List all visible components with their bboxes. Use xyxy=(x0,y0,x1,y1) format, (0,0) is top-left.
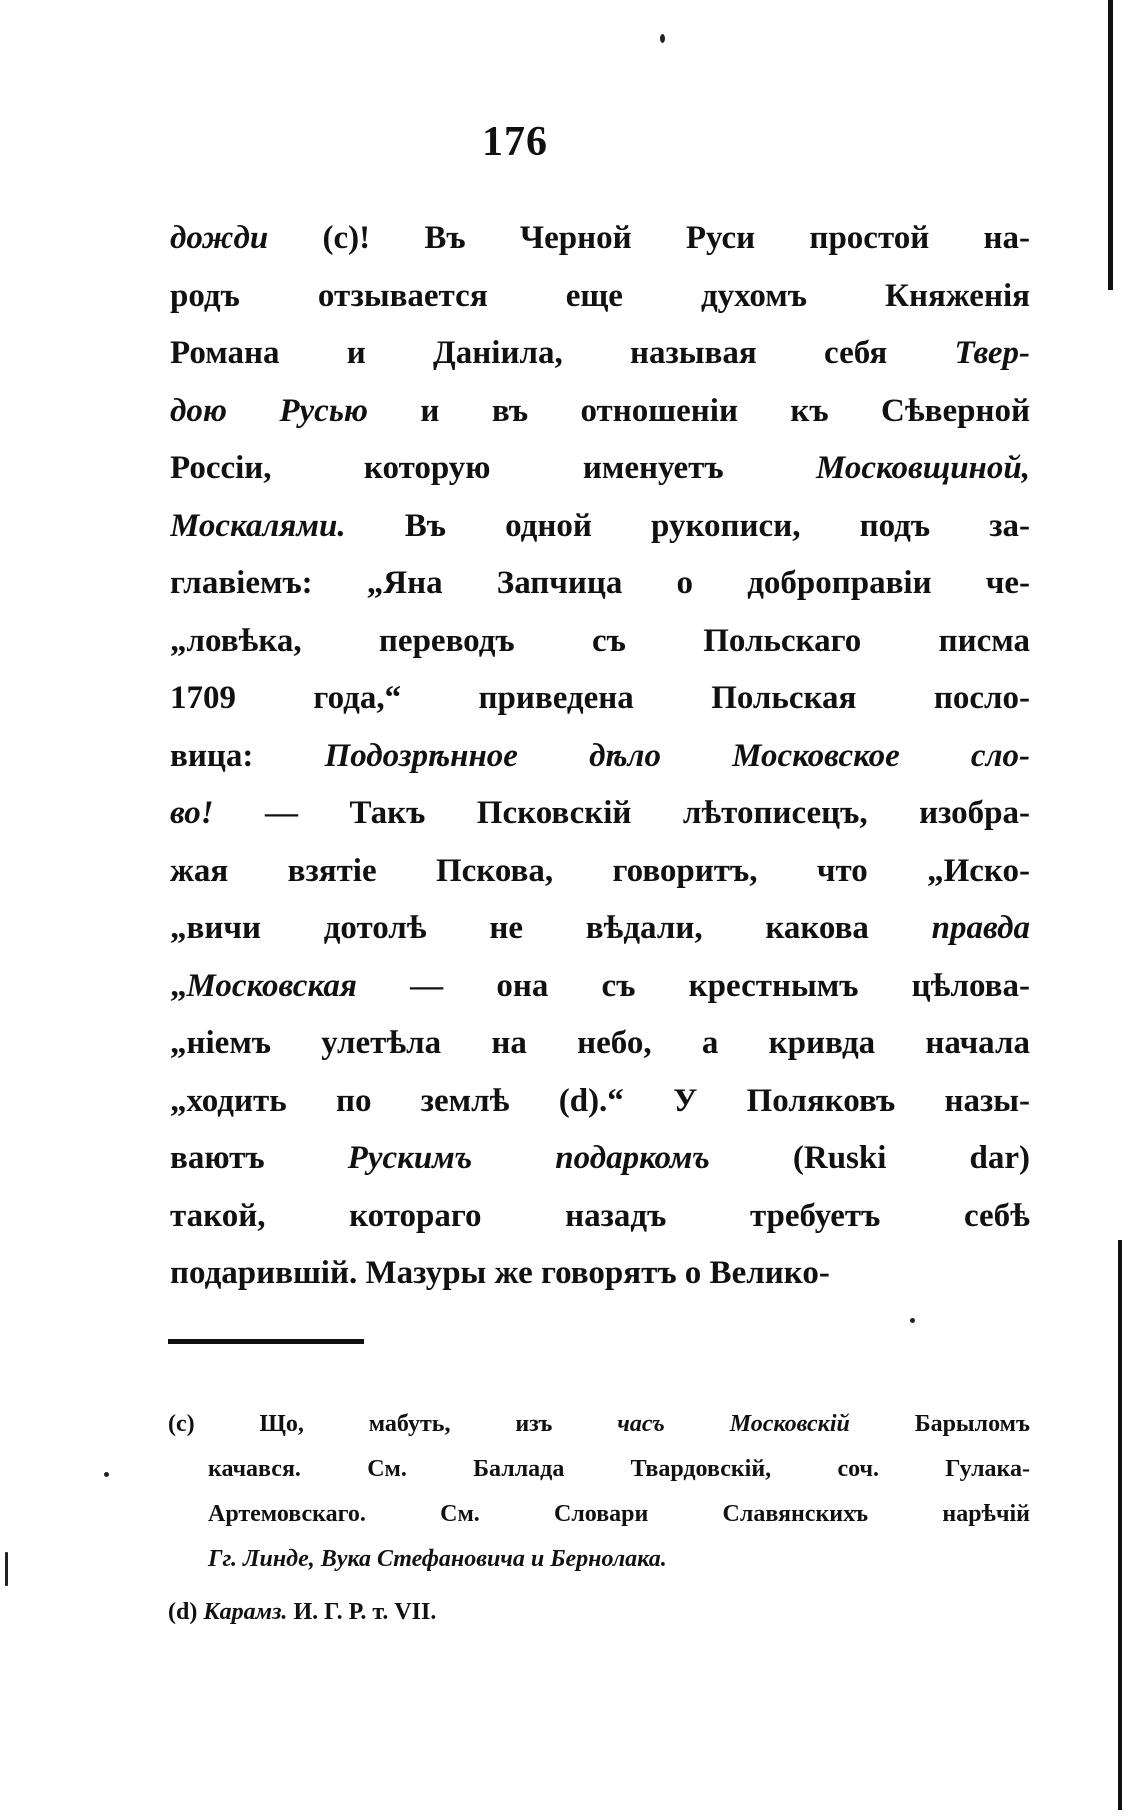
footnote-line xyxy=(168,1447,1030,1492)
italic-run: во! xyxy=(170,795,214,831)
text-run: „ xyxy=(170,967,187,1004)
italic-run: Гг. Линде, Вука Стефановича и Бернолака. xyxy=(208,1546,667,1572)
text-line xyxy=(170,1073,1030,1131)
italic-run: Московская xyxy=(186,967,357,1004)
footnote-line xyxy=(168,1492,1030,1537)
text-line xyxy=(170,843,1030,901)
text-run: и въ отношеніи къ Сѣверной xyxy=(368,392,1030,429)
text-line xyxy=(170,728,1030,786)
text-run: (d) xyxy=(168,1599,204,1625)
scan-speck xyxy=(910,1318,915,1323)
italic-run: Рускимъ подаркомъ xyxy=(347,1140,710,1176)
italic-run: часъ Московскій xyxy=(617,1411,850,1437)
text-run: Россіи, которую именуетъ xyxy=(170,450,816,486)
footnote-line xyxy=(168,1402,1030,1447)
footnote-separator-rule xyxy=(168,1339,364,1344)
text-line xyxy=(170,498,1030,556)
text-run: такой, котораго назадъ требуетъ себѣ xyxy=(170,1197,1030,1234)
italic-run: Твер- xyxy=(954,335,1030,371)
italic-run: Подозрѣнное дѣло Московское сло- xyxy=(324,737,1030,774)
footnote xyxy=(168,1590,1030,1635)
text-line xyxy=(170,1245,1030,1303)
scan-edge-line xyxy=(1108,0,1113,290)
text-run: вица: xyxy=(170,737,325,774)
scan-speck xyxy=(5,1552,8,1586)
scan-speck xyxy=(660,34,665,43)
text-run: 1709 года,“ приведена Польская посло- xyxy=(170,680,1030,716)
footnote-line xyxy=(168,1537,1030,1582)
text-line xyxy=(170,268,1030,326)
text-line xyxy=(170,325,1030,383)
footnote xyxy=(168,1402,1030,1582)
page-number: 176 xyxy=(482,119,548,165)
scan-speck xyxy=(104,1472,109,1477)
main-text xyxy=(170,210,1030,1303)
text-run: качався. См. Баллада Твардовскій, соч. Гулака- xyxy=(208,1456,1030,1482)
text-run: подарившій. Мазуры же говорятъ о Велико- xyxy=(170,1255,830,1291)
footnotes xyxy=(168,1402,1030,1635)
italic-run: дожди xyxy=(170,220,269,256)
text-line xyxy=(170,440,1030,498)
text-line xyxy=(170,900,1030,958)
text-run: (Ruski dar) xyxy=(709,1140,1030,1176)
text-run: „вичи дотолѣ не вѣдали, какова xyxy=(170,910,932,946)
text-line xyxy=(170,613,1030,671)
text-run: ваютъ xyxy=(170,1140,348,1176)
text-run: жая взятіе Пскова, говоритъ, что „Иско- xyxy=(170,852,1030,889)
text-run: главіемъ: „Яна Запчица о доброправіи че- xyxy=(170,565,1030,601)
text-line xyxy=(170,1188,1030,1246)
italic-run: дою Русью xyxy=(170,392,368,429)
text-run: (c) Що, мабуть, изъ xyxy=(168,1411,618,1437)
text-run: Въ одной рукописи, подъ за- xyxy=(345,507,1030,544)
text-run: родъ отзывается еще духомъ Княженія xyxy=(170,277,1030,314)
text-line xyxy=(170,210,1030,268)
text-run: Барыломъ xyxy=(849,1411,1030,1437)
text-run: „ходить по землѣ (d).“ У Поляковъ назы- xyxy=(170,1082,1030,1119)
text-run: (c)! Въ Черной Руси простой на- xyxy=(268,220,1030,256)
scan-edge-line xyxy=(1118,1240,1122,1810)
text-run: — она съ крестнымъ цѣлова- xyxy=(356,967,1030,1004)
footnote-line xyxy=(168,1590,1030,1635)
text-line xyxy=(170,785,1030,843)
italic-run: Карамз. xyxy=(203,1599,288,1625)
text-line xyxy=(170,1130,1030,1188)
text-run: Романа и Даніила, называя себя xyxy=(170,335,955,371)
text-run: Артемовскаго. См. Словари Славянскихъ нарѣчій xyxy=(208,1501,1030,1527)
text-run: „ніемъ улетѣла на небо, а кривда начала xyxy=(170,1025,1030,1061)
text-line xyxy=(170,1015,1030,1073)
text-line xyxy=(170,958,1030,1016)
text-run: И. Г. Р. т. VII. xyxy=(287,1599,437,1625)
text-line xyxy=(170,670,1030,728)
text-line xyxy=(170,383,1030,441)
text-run: „ловѣка, переводъ съ Польскаго писма xyxy=(170,622,1030,659)
italic-run: Москалями. xyxy=(170,507,346,544)
italic-run: правда xyxy=(931,910,1030,946)
text-line xyxy=(170,555,1030,613)
italic-run: Московщиной, xyxy=(815,450,1030,486)
text-run: — Такъ Псковскій лѣтописецъ, изобра- xyxy=(213,795,1030,831)
